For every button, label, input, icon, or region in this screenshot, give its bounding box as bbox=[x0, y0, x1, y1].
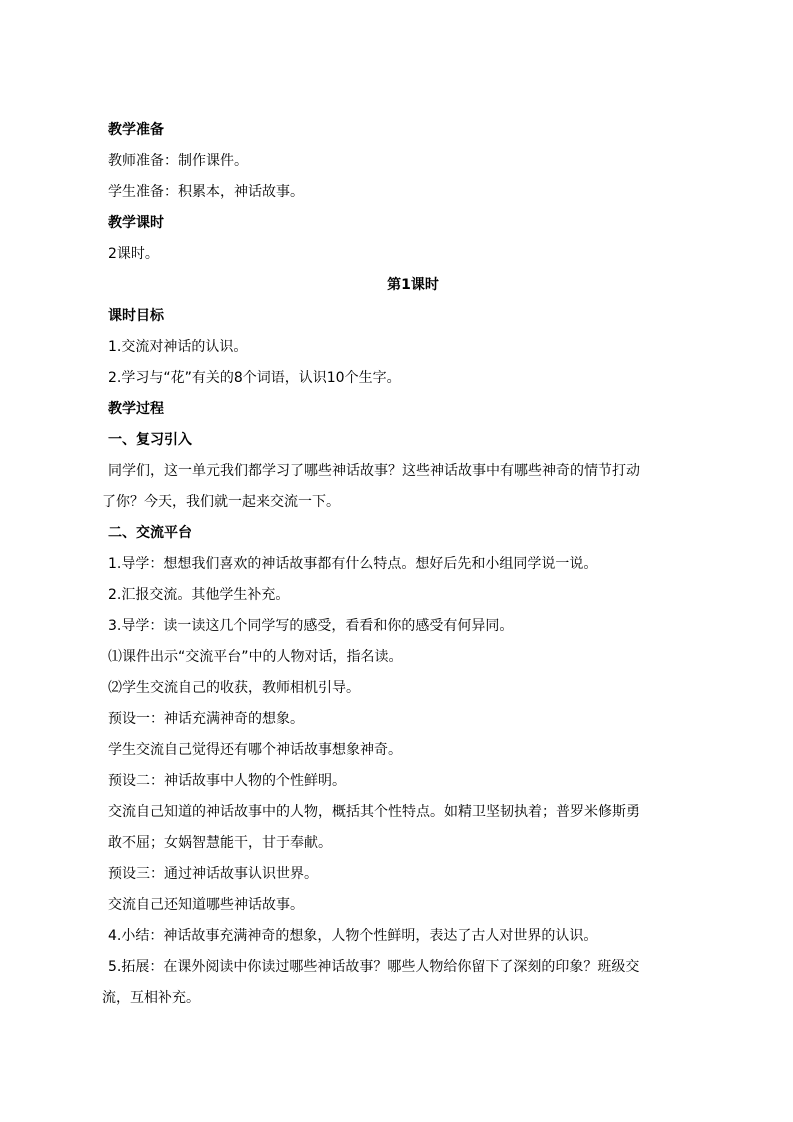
prep-heading: 教学准备 bbox=[108, 122, 164, 138]
preset-2-text: 预设二：神话故事中人物的个性鲜明。 bbox=[108, 773, 346, 789]
step-3-text: 3.导学：读一读这几个同学写的感受，看看和你的感受有何异同。 bbox=[108, 618, 514, 634]
part-1-heading: 一、复习引入 bbox=[108, 432, 192, 448]
step-4-text: 4.小结：神话故事充满神奇的想象，人物个性鲜明，表达了古人对世界的认识。 bbox=[108, 928, 598, 944]
step-3-sub-1: ⑴课件出示“交流平台”中的人物对话，指名读。 bbox=[108, 649, 403, 665]
step-5-text-line-2: 流，互相补充。 bbox=[102, 990, 200, 1006]
preset-2-detail-line-2: 敢不屈；女娲智慧能干，甘于奉献。 bbox=[108, 835, 332, 851]
lesson-title: 第1课时 bbox=[387, 277, 439, 293]
preset-1-text: 预设一：神话充满神奇的想象。 bbox=[108, 711, 304, 727]
preset-3-text: 预设三：通过神话故事认识世界。 bbox=[108, 866, 318, 882]
part-2-heading: 二、交流平台 bbox=[108, 525, 192, 541]
step-2-text: 2.汇报交流。其他学生补充。 bbox=[108, 587, 290, 603]
part-1-text-line-1: 同学们，这一单元我们都学习了哪些神话故事？这些神话故事中有哪些神奇的情节打动 bbox=[108, 463, 640, 479]
step-5-text-line-1: 5.拓展：在课外阅读中你读过哪些神话故事？哪些人物给你留下了深刻的印象？班级交 bbox=[108, 959, 640, 975]
goals-heading: 课时目标 bbox=[108, 308, 164, 324]
student-prep-text: 学生准备：积累本，神话故事。 bbox=[108, 184, 304, 200]
part-1-text-line-2: 了你？今天，我们就一起来交流一下。 bbox=[102, 494, 340, 510]
step-1-text: 1.导学：想想我们喜欢的神话故事都有什么特点。想好后先和小组同学说一说。 bbox=[108, 556, 598, 572]
preset-1-detail: 学生交流自己觉得还有哪个神话故事想象神奇。 bbox=[108, 742, 402, 758]
goal-item-2: 2.学习与“花”有关的8个词语，认识10个生字。 bbox=[108, 370, 401, 386]
process-heading: 教学过程 bbox=[108, 401, 164, 417]
goal-item-1: 1.交流对神话的认识。 bbox=[108, 339, 248, 355]
hours-value: 2课时。 bbox=[108, 246, 159, 262]
teacher-prep-text: 教师准备：制作课件。 bbox=[108, 153, 248, 169]
preset-2-detail-line-1: 交流自己知道的神话故事中的人物，概括其个性特点。如精卫坚韧执着；普罗米修斯勇 bbox=[108, 804, 640, 820]
preset-3-detail: 交流自己还知道哪些神话故事。 bbox=[108, 897, 304, 913]
document-body bbox=[102, 115, 718, 1014]
step-3-sub-2: ⑵学生交流自己的收获，教师相机引导。 bbox=[108, 680, 360, 696]
hours-heading: 教学课时 bbox=[108, 215, 164, 231]
